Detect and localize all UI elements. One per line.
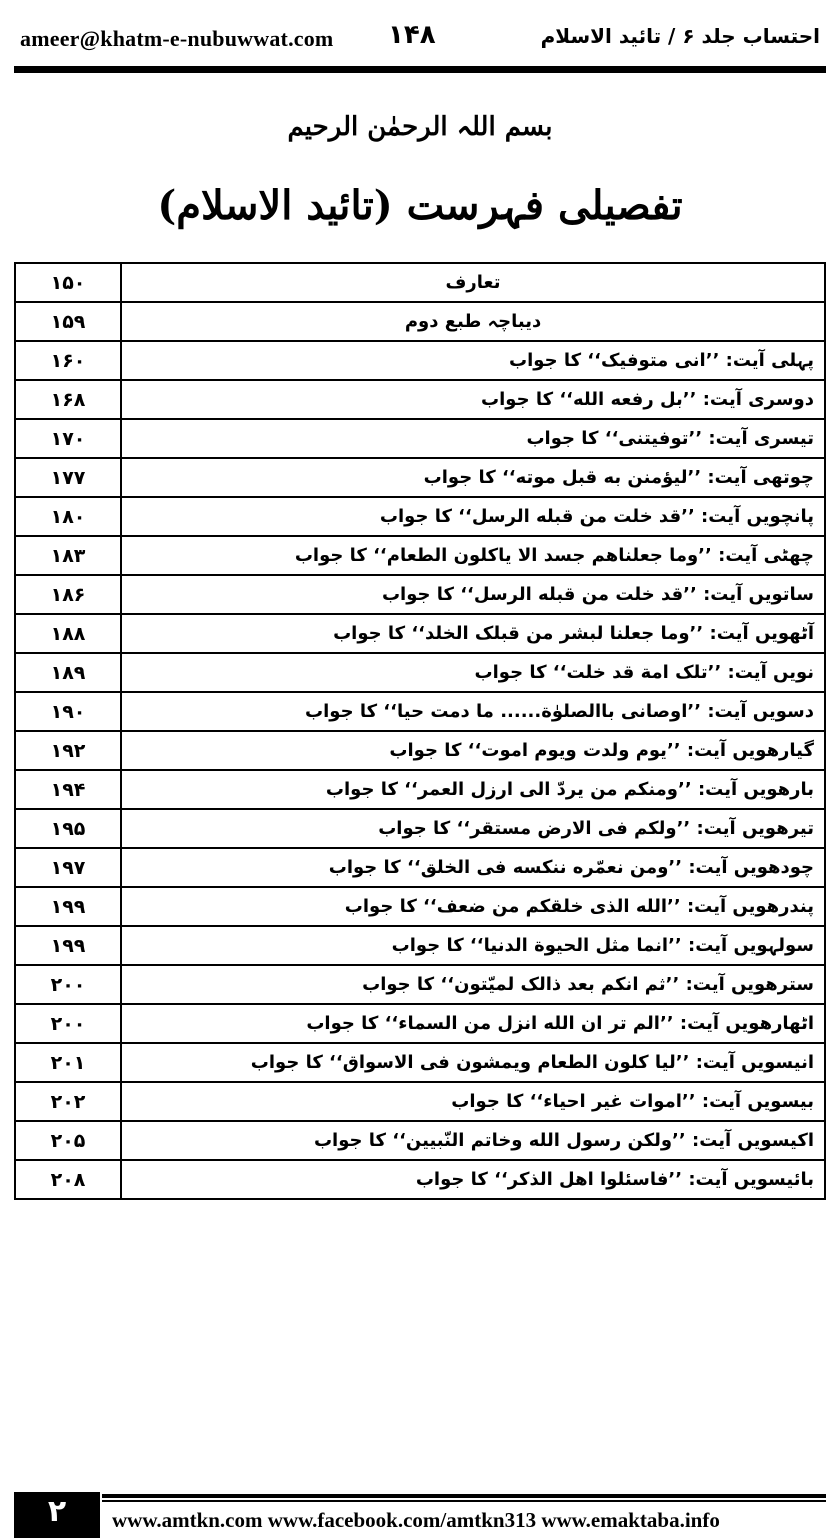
toc-page-number: ۱۹۹ [15,887,121,926]
footer-links: www.amtkn.com www.facebook.com/amtkn313 www.emaktaba.info [112,1508,720,1532]
toc-page-number: ۲۰۱ [15,1043,121,1082]
toc-page-number: ۱۸۸ [15,614,121,653]
toc-entry-title: نویں آیت: ’’تلک امة قد خلت‘‘ کا جواب [121,653,825,692]
toc-entry-title: گیارھویں آیت: ’’یوم ولدت ویوم اموت‘‘ کا جواب [121,731,825,770]
toc-row [15,497,825,536]
toc-entry-title: چوتھی آیت: ’’لیؤمنن به قبل موته‘‘ کا جواب [121,458,825,497]
toc-page-number: ۲۰۰ [15,965,121,1004]
header-page-number: ۱۴۸ [388,20,436,50]
toc-body [15,263,825,1199]
toc-row [15,848,825,887]
toc-page-number: ۲۰۲ [15,1082,121,1121]
toc-entry-title: ساتویں آیت: ’’قد خلت من قبله الرسل‘‘ کا جواب [121,575,825,614]
toc-page-number: ۱۶۸ [15,380,121,419]
toc-entry-title: چودھویں آیت: ’’ومن نعمّره ننکسه فی الخلق‘‘ کا جواب [121,848,825,887]
footer-rule-thin [102,1500,826,1502]
toc-entry-title: انیسویں آیت: ’’لیا کلون الطعام ویمشون فی الاسواق‘‘ کا جواب [121,1043,825,1082]
toc-row [15,1043,825,1082]
header-rule [14,66,826,73]
toc-entry-title: اٹھارھویں آیت: ’’الم تر ان الله انزل من السماء‘‘ کا جواب [121,1004,825,1043]
toc-entry-title: آٹھویں آیت: ’’وما جعلنا لبشر من قبلک الخلد‘‘ کا جواب [121,614,825,653]
header-running-title: احتساب جلد ۶ / تائید الاسلام [540,24,820,48]
toc-entry-title: تعارف [121,263,825,302]
toc-row [15,575,825,614]
toc-row [15,926,825,965]
toc-row [15,380,825,419]
toc-page-number: ۱۹۷ [15,848,121,887]
toc-entry-title: تیرھویں آیت: ’’ولکم فی الارض مستقر‘‘ کا جواب [121,809,825,848]
toc-row [15,887,825,926]
toc-row [15,1082,825,1121]
toc-entry-title: پندرھویں آیت: ’’الله الذی خلقکم من ضعف‘‘ کا جواب [121,887,825,926]
toc-entry-title: پہلی آیت: ’’انی متوفیک‘‘ کا جواب [121,341,825,380]
toc-page-number: ۲۰۰ [15,1004,121,1043]
toc-page-number: ۱۸۶ [15,575,121,614]
toc-entry-title: بائیسویں آیت: ’’فاسئلوا اهل الذکر‘‘ کا جواب [121,1160,825,1199]
toc-page-number: ۱۵۰ [15,263,121,302]
toc-entry-title: سولہویں آیت: ’’انما مثل الحیوة الدنیا‘‘ کا جواب [121,926,825,965]
page-title: تفصیلی فہرست (تائید الاسلام) [157,182,683,229]
toc-row [15,653,825,692]
toc-page-number: ۲۰۸ [15,1160,121,1199]
toc-entry-title: دسویں آیت: ’’اوصانی باالصلوٰة...... ما دمت حیا‘‘ کا جواب [121,692,825,731]
toc-page-number: ۱۷۰ [15,419,121,458]
toc-row [15,692,825,731]
toc-entry-title: سترھویں آیت: ’’ثم انکم بعد ذالک لمیّتون‘‘ کا جواب [121,965,825,1004]
toc-row [15,965,825,1004]
toc-row [15,1121,825,1160]
page-header [14,20,826,56]
toc-entry-title: چھٹی آیت: ’’وما جعلناهم جسد الا یاکلون الطعام‘‘ کا جواب [121,536,825,575]
toc-entry-title: اکیسویں آیت: ’’ولکن رسول الله وخاتم النّبیین‘‘ کا جواب [121,1121,825,1160]
toc-row [15,263,825,302]
footer-rule [102,1494,826,1498]
toc-page-number: ۱۹۲ [15,731,121,770]
toc-page-number: ۱۹۴ [15,770,121,809]
toc-page-number: ۱۸۰ [15,497,121,536]
toc-page-number: ۲۰۵ [15,1121,121,1160]
table-of-contents [14,262,826,1200]
toc-row [15,1004,825,1043]
toc-entry-title: تیسری آیت: ’’توفیتنی‘‘ کا جواب [121,419,825,458]
toc-page-number: ۱۸۳ [15,536,121,575]
toc-page-number: ۱۷۷ [15,458,121,497]
toc-row [15,536,825,575]
toc-row [15,419,825,458]
toc-row [15,770,825,809]
toc-row [15,809,825,848]
header-email: ameer@khatm-e-nubuwwat.com [20,26,334,51]
footer-number: ۲ [47,1494,67,1529]
toc-page-number: ۱۹۰ [15,692,121,731]
toc-row [15,341,825,380]
toc-page-number: ۱۵۹ [15,302,121,341]
toc-row [15,614,825,653]
toc-entry-title: دوسری آیت: ’’بل رفعه الله‘‘ کا جواب [121,380,825,419]
toc-entry-title: بیسویں آیت: ’’اموات غیر احیاء‘‘ کا جواب [121,1082,825,1121]
toc-entry-title: دیباچہ طبع دوم [121,302,825,341]
toc-page-number: ۱۸۹ [15,653,121,692]
toc-entry-title: بارھویں آیت: ’’ومنکم من یردّ الی ارزل العمر‘‘ کا جواب [121,770,825,809]
toc-page-number: ۱۹۵ [15,809,121,848]
toc-row [15,731,825,770]
toc-page-number: ۱۹۹ [15,926,121,965]
toc-row [15,458,825,497]
toc-page-number: ۱۶۰ [15,341,121,380]
toc-entry-title: پانچویں آیت: ’’قد خلت من قبله الرسل‘‘ کا جواب [121,497,825,536]
toc-row [15,1160,825,1199]
bismillah: بسم اللہ الرحمٰن الرحیم [287,112,553,142]
toc-row [15,302,825,341]
